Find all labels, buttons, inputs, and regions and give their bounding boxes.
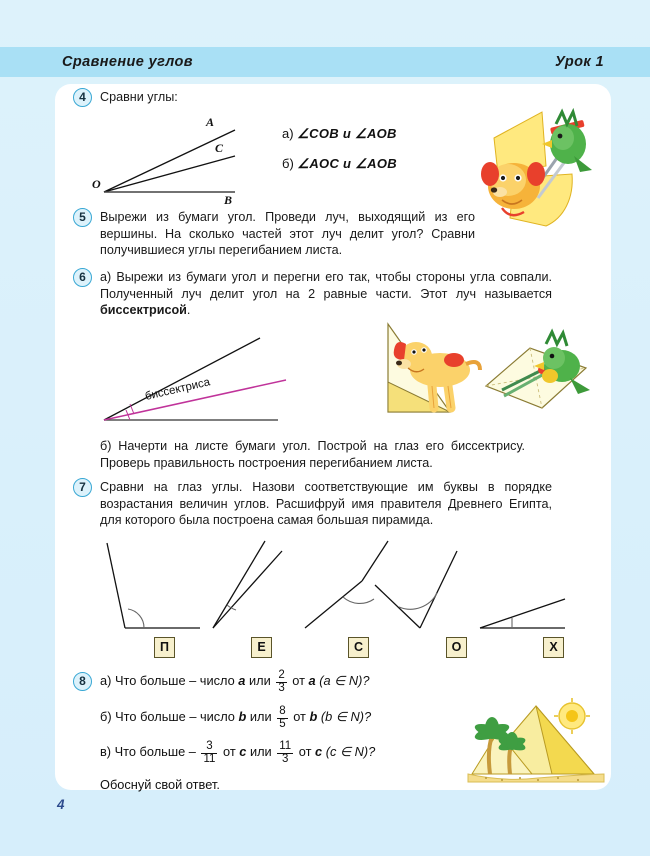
line-a-post: от bbox=[292, 672, 305, 688]
exercise-8-closing: Обоснуй свой ответ. bbox=[100, 777, 220, 793]
fraction-numerator: 2 bbox=[278, 669, 285, 681]
angle-figure-p bbox=[107, 543, 200, 628]
line-a-mid: или bbox=[248, 672, 271, 688]
exercise-8-lines bbox=[100, 670, 460, 792]
line-a-cond: (a ∈ N)? bbox=[319, 672, 370, 688]
fraction-2-3 bbox=[276, 670, 286, 695]
egyptian-pyramids-palm-trees-sun-picture bbox=[466, 692, 606, 788]
angle-comparison-figures bbox=[100, 533, 565, 633]
vertex-label-o: O bbox=[92, 177, 101, 191]
exercise-number-4: 4 bbox=[73, 88, 92, 107]
exercise-7-text: Сравни на глаз углы. Назови соответствующие им буквы в порядке возрастания величин углов. Расшифруй имя правителя Древнего Египта, для которого была построена самая большая пирамида. bbox=[100, 480, 552, 528]
line-c-mid2: или bbox=[249, 744, 272, 760]
exercise-4-answers bbox=[282, 126, 397, 186]
dog-parrot-cutting-paper-picture bbox=[468, 100, 600, 228]
line-c-post: от bbox=[222, 744, 236, 760]
letter-box-p[interactable]: П bbox=[154, 637, 175, 658]
fraction-denominator: 3 bbox=[278, 681, 285, 694]
exercise-number-8: 8 bbox=[73, 672, 92, 691]
fraction-numerator: 11 bbox=[279, 740, 292, 753]
line-b-var1: b bbox=[238, 708, 247, 724]
fraction-3-11 bbox=[201, 741, 217, 766]
fraction-numerator: 8 bbox=[279, 704, 286, 717]
angle-figure-x bbox=[480, 599, 565, 628]
exercise-8-line-b bbox=[100, 706, 460, 731]
bisector-diagram bbox=[100, 328, 300, 428]
ray-label-a: A bbox=[206, 115, 215, 129]
exercise-6-part-b: б) Начерти на листе бумаги угол. Построй на глаз его биссектрису. Проверь правильность построения перегибанием листа. bbox=[100, 439, 525, 470]
page-header-band bbox=[0, 47, 650, 77]
exercise-number-5: 5 bbox=[73, 208, 92, 227]
bisector-term: биссектрисой bbox=[100, 303, 187, 318]
line-b-label: б) bbox=[100, 708, 112, 724]
line-c-label: в) bbox=[100, 744, 112, 760]
line-c-var3: c bbox=[315, 744, 323, 760]
exercise-8-line-c bbox=[100, 741, 460, 766]
fraction-8-5 bbox=[277, 706, 287, 731]
lesson-label: Урок 1 bbox=[554, 54, 604, 70]
exercise-4-answer-b bbox=[282, 156, 397, 172]
page-title: Сравнение углов bbox=[62, 54, 193, 70]
page-number: 4 bbox=[57, 797, 65, 812]
bisector-label: биссектриса bbox=[143, 376, 212, 403]
fraction-denominator: 3 bbox=[277, 753, 293, 766]
fraction-11-3 bbox=[277, 741, 293, 766]
line-b-pre: Что больше – число bbox=[115, 708, 235, 724]
line-a-var2: a bbox=[308, 672, 316, 688]
line-c-post2: от bbox=[298, 744, 312, 760]
line-b-mid: или bbox=[249, 708, 272, 724]
fraction-denominator: 5 bbox=[279, 717, 286, 730]
ray-label-c: C bbox=[215, 141, 224, 155]
line-a-pre: Что больше – число bbox=[114, 672, 235, 688]
dog-folding-paper-and-parrot-with-scissors-picture bbox=[374, 320, 600, 432]
angle-figure-o bbox=[375, 551, 457, 628]
exercise-8-line-a bbox=[100, 670, 460, 695]
letter-box-o[interactable]: О bbox=[446, 637, 467, 658]
angle-figure-s bbox=[305, 541, 388, 628]
exercise-4-answer-a bbox=[282, 126, 397, 142]
exercise-6a-tail: . bbox=[186, 303, 191, 318]
exercise-5-text: Вырежи из бумаги угол. Проведи луч, выходящий из его вершины. На сколько частей этот луч делит угол? Сравни получившиеся углы перегибанием листа. bbox=[100, 210, 475, 258]
fraction-denominator: 11 bbox=[203, 753, 216, 766]
line-b-cond: (b ∈ N)? bbox=[320, 708, 372, 724]
exercise-number-7: 7 bbox=[73, 478, 92, 497]
answer-b-label: б) bbox=[282, 156, 294, 171]
exercise-6a-text: а) Вырежи из бумаги угол и перегни его так, чтобы стороны угла совпали. Полученный луч делит угол на 2 равные части. Этот луч называется bbox=[100, 270, 552, 301]
letter-box-e[interactable]: Е bbox=[251, 637, 272, 658]
line-c-var2: c bbox=[239, 744, 247, 760]
line-a-var1: a bbox=[238, 672, 246, 688]
fraction-numerator: 3 bbox=[206, 740, 213, 753]
line-b-post: от bbox=[293, 708, 306, 724]
ray-label-b: B bbox=[224, 193, 233, 207]
line-b-var2: b bbox=[309, 708, 318, 724]
letter-box-x[interactable]: Х bbox=[543, 637, 564, 658]
answer-a-label: а) bbox=[282, 126, 294, 141]
exercise-4-prompt: Сравни углы: bbox=[100, 90, 178, 104]
exercise-6-part-a bbox=[100, 269, 552, 319]
exercise-number-6: 6 bbox=[73, 268, 92, 287]
letter-box-s[interactable]: С bbox=[348, 637, 369, 658]
answer-b-text: ∠AOC и ∠AOB bbox=[297, 156, 397, 171]
line-c-cond: (c ∈ N)? bbox=[325, 744, 376, 760]
line-c-pre: Что больше – bbox=[114, 744, 196, 760]
line-a-label: а) bbox=[100, 672, 112, 688]
angle-figure-e bbox=[213, 541, 282, 628]
angle-diagram-aocb bbox=[92, 108, 260, 207]
answer-a-text: ∠COB и ∠AOB bbox=[297, 126, 397, 141]
